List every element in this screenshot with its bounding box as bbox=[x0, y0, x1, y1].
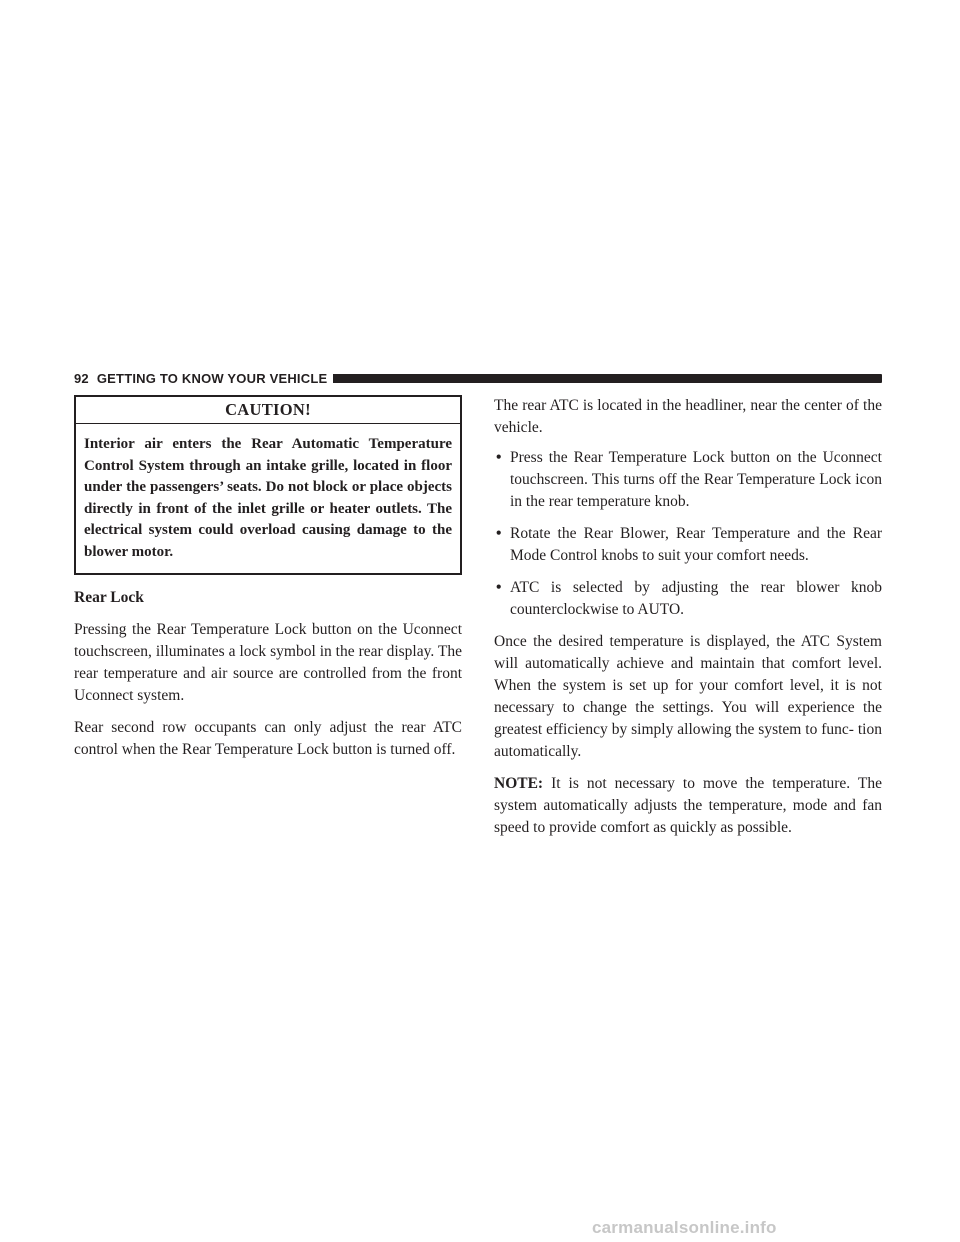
caution-title: CAUTION! bbox=[76, 397, 460, 424]
list-item bbox=[494, 577, 882, 621]
watermark: carmanualsonline.info bbox=[592, 1218, 777, 1237]
caution-body: Interior air enters the Rear Automatic Temperature Control System through an intake grille, located in floor under the passengers’ seats. Do not block or place objects directly in front of the inlet grille or heater outlets. The electrical system could overload causing damage to the blower motor. bbox=[84, 436, 452, 560]
bullet-list bbox=[494, 447, 882, 621]
header-rule bbox=[333, 374, 882, 383]
page-header bbox=[74, 370, 882, 386]
list-item-text: ATC is selected by adjusting the rear blower knob counterclockwise to AUTO. bbox=[510, 579, 882, 618]
rear-lock-paragraph-2: Rear second row occupants can only adjust the rear ATC control when the Rear Temperature Lock button is turned off. bbox=[74, 719, 462, 758]
page-number: 92 bbox=[74, 370, 89, 386]
list-item-text: Press the Rear Temperature Lock button on the Uconnect touchscreen. This turns off the Rear Temperature Lock icon in the rear temperature knob. bbox=[510, 449, 882, 510]
list-item bbox=[494, 447, 882, 513]
note-label: NOTE: bbox=[494, 775, 544, 792]
caution-box bbox=[74, 395, 462, 575]
note-paragraph bbox=[494, 773, 882, 839]
right-column bbox=[494, 395, 882, 839]
section-title: GETTING TO KNOW YOUR VEHICLE bbox=[96, 370, 328, 386]
rear-lock-heading: Rear Lock bbox=[74, 589, 144, 606]
bullet-icon: • bbox=[496, 525, 502, 542]
bullet-icon: • bbox=[496, 449, 502, 466]
left-column bbox=[74, 395, 462, 761]
list-item-text: Rotate the Rear Blower, Rear Temperature and the Rear Mode Control knobs to suit your comfort needs. bbox=[510, 525, 882, 564]
note-text: It is not necessary to move the temperature. The system automatically adjusts the temperature, mode and fan speed to provide comfort as quickly as possible. bbox=[494, 775, 882, 836]
rear-atc-intro: The rear ATC is located in the headliner, near the center of the vehicle. bbox=[494, 397, 882, 436]
list-item bbox=[494, 523, 882, 567]
rear-lock-paragraph-1: Pressing the Rear Temperature Lock button on the Uconnect touchscreen, illuminates a lock symbol in the rear display. The rear temperature and air source are controlled from the front Uconnect system. bbox=[74, 621, 462, 704]
bullet-icon: • bbox=[496, 579, 502, 596]
atc-system-paragraph: Once the desired temperature is displayed, the ATC System will automatically achieve and maintain that comfort level. When the system is set up for your comfort level, it is not necessary to change the settings. You will experience the greatest efficiency by simply allowing the system to func- tion automatically. bbox=[494, 633, 882, 760]
